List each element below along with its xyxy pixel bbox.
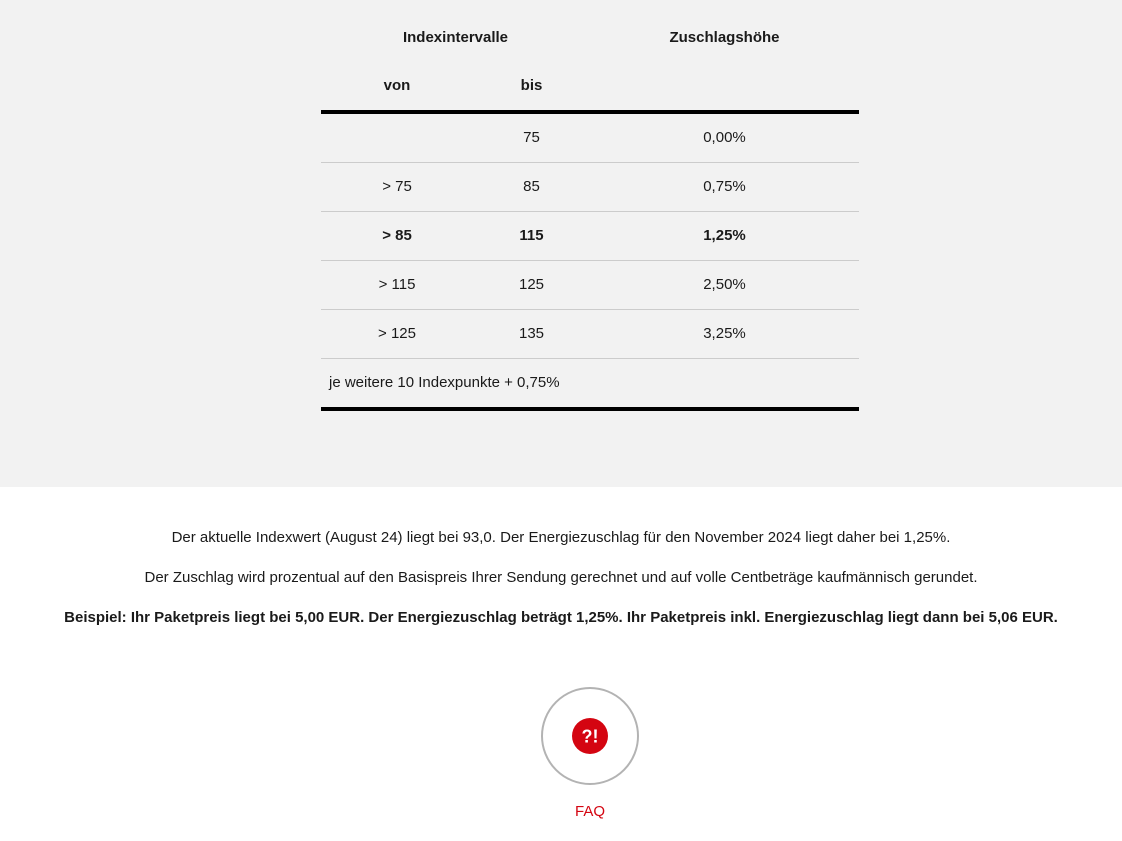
cell-from: > 125 <box>378 325 416 342</box>
table-footnote: je weitere 10 Indexpunkte + 0,75% <box>329 374 560 391</box>
cell-to: 135 <box>518 325 545 342</box>
table-bottom-rule <box>321 407 859 411</box>
faq-link[interactable]: FAQ <box>574 803 605 820</box>
table-footnote-row <box>321 359 859 407</box>
table-row <box>321 310 859 359</box>
header-surcharge: Zuschlagshöhe <box>669 29 780 46</box>
svg-text:?!: ?! <box>581 726 599 747</box>
info-current-index: Der aktuelle Indexwert (August 24) liegt bei 93,0. Der Energiezuschlag für den November 2024 liegt daher bei 1,25%. <box>171 529 951 546</box>
question-exclamation-icon <box>572 718 608 754</box>
cell-surcharge: 0,00% <box>703 129 746 146</box>
table-header-sub-row <box>321 50 859 110</box>
table-row <box>321 261 859 310</box>
table-row <box>321 163 859 212</box>
header-index-intervals: Indexintervalle <box>402 29 509 46</box>
cell-from: > 85 <box>382 227 412 244</box>
cell-surcharge: 2,50% <box>703 276 746 293</box>
cell-from: > 115 <box>378 276 416 293</box>
info-example: Beispiel: Ihr Paketpreis liegt bei 5,00 EUR. Der Energiezuschlag beträgt 1,25%. Ihr Paketpreis inkl. Energiezuschlag liegt dann bei 5,06 EUR. <box>64 609 1058 626</box>
table-header-group-row <box>321 0 859 50</box>
cell-from: > 75 <box>382 178 412 195</box>
cell-to: 75 <box>523 129 540 146</box>
faq-button[interactable] <box>541 687 639 785</box>
table-row-current <box>321 212 859 261</box>
surcharge-table <box>321 0 859 411</box>
cell-surcharge: 0,75% <box>703 178 746 195</box>
cell-to: 125 <box>518 276 545 293</box>
table-row <box>321 114 859 163</box>
cell-to: 85 <box>523 178 540 195</box>
header-from: von <box>383 77 411 94</box>
cell-surcharge: 3,25% <box>703 325 746 342</box>
header-to: bis <box>520 77 543 94</box>
info-calculation: Der Zuschlag wird prozentual auf den Basispreis Ihrer Sendung gerechnet und auf volle Centbeträge kaufmännisch gerundet. <box>144 569 978 586</box>
cell-surcharge: 1,25% <box>703 227 746 244</box>
cell-to: 115 <box>519 227 544 244</box>
